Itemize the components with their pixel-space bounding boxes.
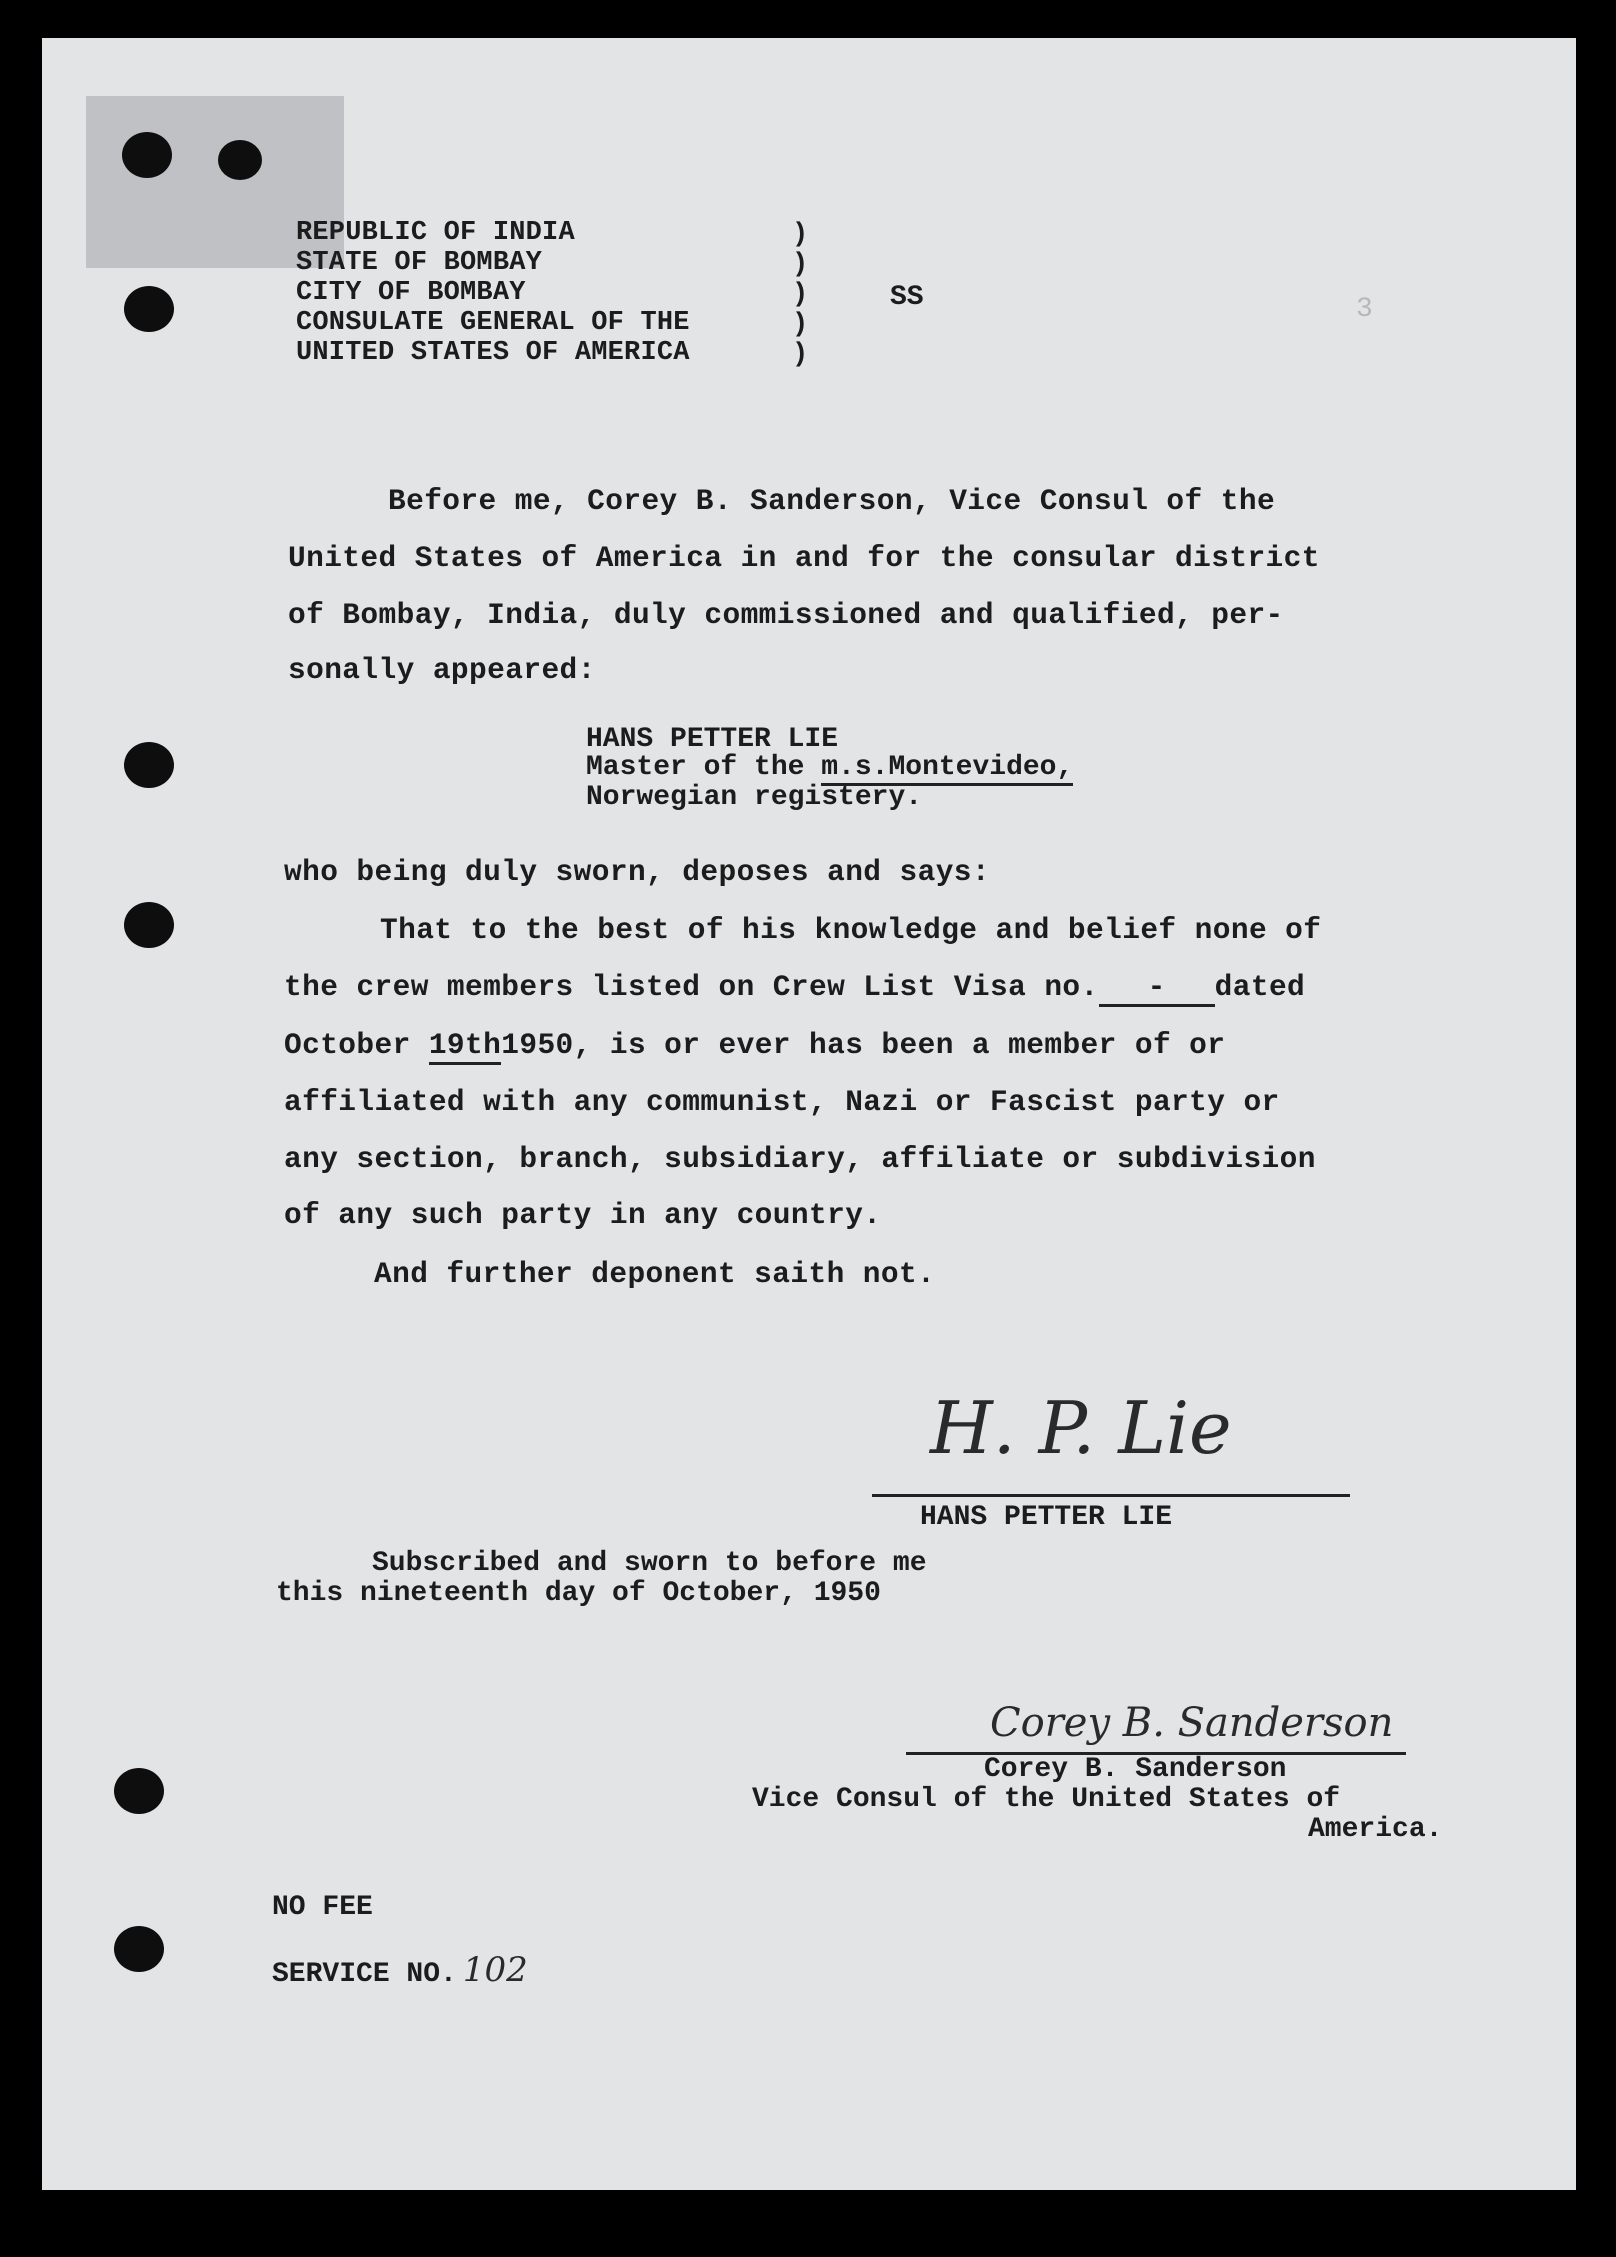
bracket: )	[792, 280, 809, 310]
statement-line: That to the best of his knowledge and belief none of	[380, 913, 1322, 947]
bracket: )	[792, 310, 809, 340]
punch-hole	[122, 132, 172, 178]
statement-year: 1950, is or ever has been a member of or	[501, 1028, 1226, 1062]
statement-month: October	[284, 1028, 429, 1062]
consul-signature: Corey B. Sanderson	[990, 1700, 1394, 1746]
page-mark: 3	[1356, 294, 1373, 325]
jurat-line: Subscribed and sworn to before me	[372, 1548, 927, 1579]
affiant-title	[586, 752, 1073, 783]
header-line: CITY OF BOMBAY	[296, 278, 526, 308]
fee-note: NO FEE	[272, 1892, 373, 1923]
punch-hole	[124, 742, 174, 788]
statement-line: of any such party in any country.	[284, 1198, 882, 1232]
affiant-printed-name: HANS PETTER LIE	[920, 1502, 1173, 1533]
jurat-line: this nineteenth day of October, 1950	[276, 1578, 881, 1609]
intro-line: of Bombay, India, duly commissioned and qualified, per-	[288, 598, 1284, 632]
statement-line: affiliated with any communist, Nazi or Fascist party or	[284, 1085, 1280, 1119]
header-line: REPUBLIC OF INDIA	[296, 218, 575, 248]
visa-number	[1099, 970, 1215, 1007]
bracket: )	[792, 340, 809, 370]
punch-hole	[114, 1768, 164, 1814]
header-line: UNITED STATES OF AMERICA	[296, 338, 690, 368]
consul-name: Corey B. Sanderson	[984, 1754, 1287, 1785]
punch-hole	[124, 902, 174, 948]
affiant-name: HANS PETTER LIE	[586, 724, 839, 755]
statement-dated: dated	[1214, 970, 1306, 1004]
statement-line: And further deponent saith not.	[374, 1257, 936, 1291]
statement-visa-prefix: the crew members listed on Crew List Visa no.	[284, 970, 1099, 1004]
consul-title: Vice Consul of the United States of	[752, 1784, 1341, 1815]
service-label: SERVICE NO.	[272, 1959, 457, 1990]
header-line: CONSULATE GENERAL OF THE	[296, 308, 690, 338]
affiant-signature: H. P. Lie	[930, 1386, 1232, 1470]
affiant-registry: Norwegian registery.	[586, 782, 923, 813]
intro-line: United States of America in and for the consular district	[288, 541, 1320, 575]
signature-line	[872, 1494, 1350, 1497]
punch-hole	[114, 1926, 164, 1972]
consul-title: America.	[1308, 1814, 1443, 1845]
statement-line	[284, 1028, 1225, 1062]
service-number	[272, 1950, 528, 1990]
header-line: STATE OF BOMBAY	[296, 248, 543, 278]
vessel-name: m.s.Montevideo,	[821, 752, 1073, 786]
statement-day: 19th	[429, 1028, 501, 1065]
statement-line: any section, branch, subsidiary, affiliate or subdivision	[284, 1142, 1316, 1176]
ss-mark: SS	[890, 282, 924, 313]
statement-line	[284, 970, 1305, 1007]
intro-line: sonally appeared:	[288, 653, 596, 687]
bracket: )	[792, 250, 809, 280]
bracket: )	[792, 220, 809, 250]
affiant-title-prefix: Master of the	[586, 752, 822, 783]
visa-number-value: -	[1147, 970, 1166, 1004]
intro-line: Before me, Corey B. Sanderson, Vice Consul of the	[388, 484, 1276, 518]
service-number-handwritten: 102	[462, 1950, 528, 1990]
statement-line: who being duly sworn, deposes and says:	[284, 855, 991, 889]
punch-hole	[124, 286, 174, 332]
punch-hole	[218, 140, 262, 180]
